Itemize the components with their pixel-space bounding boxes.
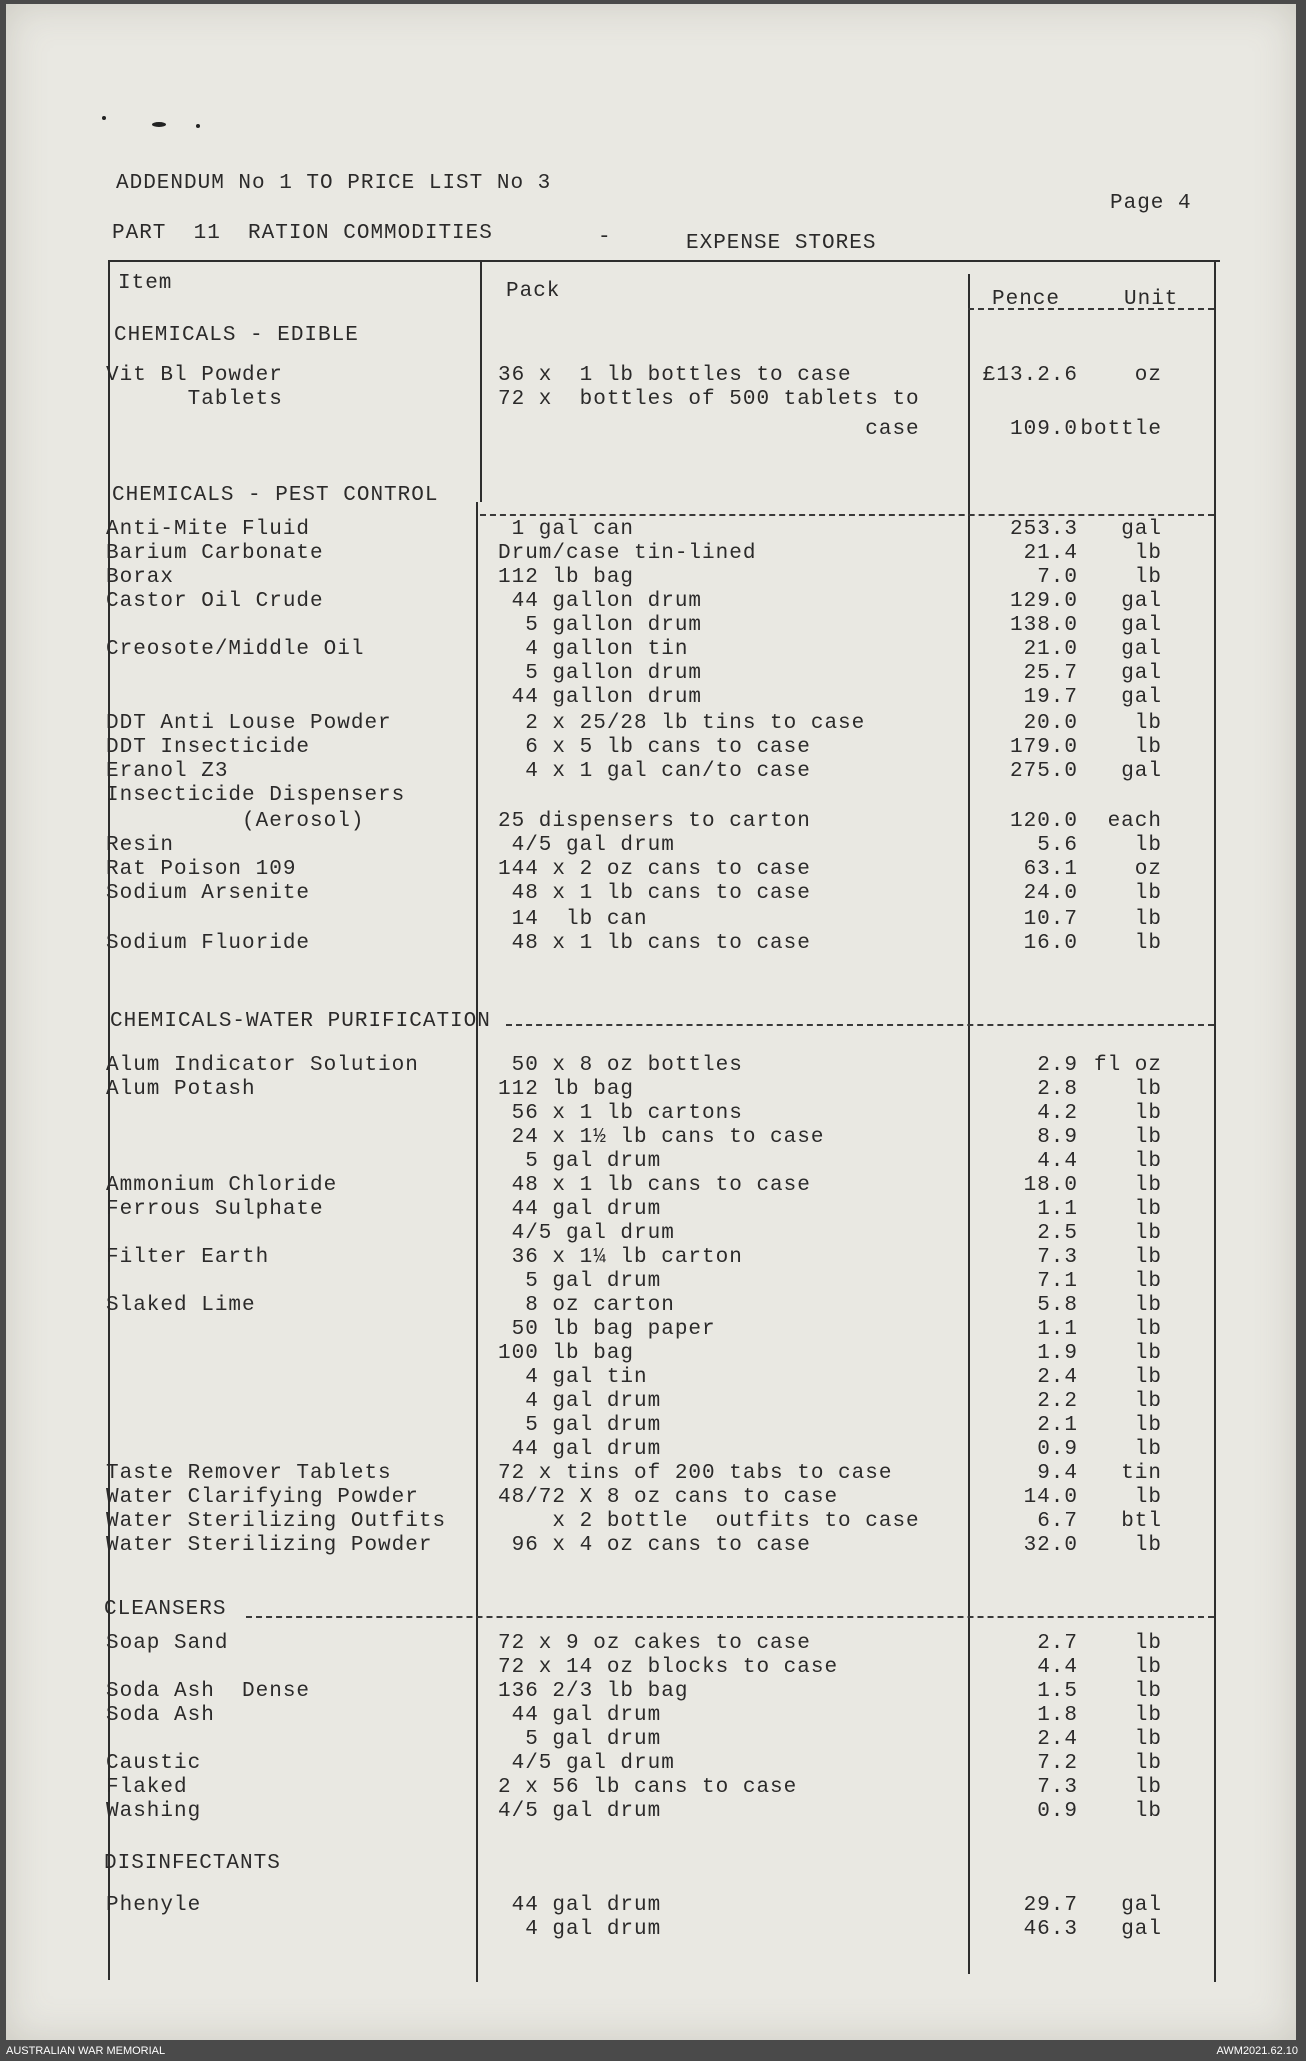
table-row — [6, 418, 1296, 442]
table-row — [6, 1534, 1296, 1558]
unit-cell: lb — [1134, 542, 1162, 565]
table-row — [6, 388, 1296, 412]
pence-cell: 2.9 — [1037, 1054, 1078, 1077]
item-cell: Soda Ash Dense — [106, 1680, 311, 1703]
unit-cell: each — [1107, 810, 1162, 833]
table-row — [6, 518, 1296, 542]
pence-cell: 29.7 — [1023, 1894, 1078, 1917]
unit-cell: lb — [1134, 1486, 1162, 1509]
table-row — [6, 1800, 1296, 1824]
item-cell: Water Sterilizing Outfits — [106, 1510, 447, 1533]
unit-cell: lb — [1134, 1656, 1162, 1679]
pack-cell: 44 gal drum — [498, 1704, 662, 1727]
section-heading-cleansers: CLEANSERS — [104, 1598, 227, 1621]
page-number: Page 4 — [1110, 192, 1192, 215]
pack-cell: 1 gal can — [498, 518, 635, 541]
pence-cell: 2.7 — [1037, 1632, 1078, 1655]
table-row — [6, 760, 1296, 784]
table-row — [6, 1438, 1296, 1462]
unit-cell: gal — [1121, 1894, 1162, 1917]
pack-cell: 2 x 56 lb cans to case — [498, 1776, 798, 1799]
footer-accession-number: AWM2021.62.10 — [1216, 2045, 1298, 2057]
unit-cell: lb — [1134, 1438, 1162, 1461]
pack-cell: 112 lb bag — [498, 1078, 635, 1101]
pence-cell: 14.0 — [1023, 1486, 1078, 1509]
unit-cell: lb — [1134, 1414, 1162, 1437]
unit-cell: lb — [1134, 1318, 1162, 1341]
column-header-pence: Pence — [992, 288, 1061, 311]
pack-cell: 4 gal tin — [498, 1366, 648, 1389]
pack-cell: case — [498, 418, 920, 441]
pence-cell: 8.9 — [1037, 1126, 1078, 1149]
pack-cell: 4/5 gal drum — [498, 1222, 675, 1245]
row-separator — [506, 1024, 1214, 1026]
pack-cell: 4 x 1 gal can/to case — [498, 760, 811, 783]
unit-cell: oz — [1134, 364, 1162, 387]
pence-cell: 275.0 — [1009, 760, 1078, 783]
item-cell: (Aerosol) — [106, 810, 365, 833]
pence-cell: 1.8 — [1037, 1704, 1078, 1727]
ink-speck — [196, 124, 200, 128]
unit-cell: oz — [1134, 858, 1162, 881]
table-row — [6, 1704, 1296, 1728]
pack-cell: 44 gal drum — [498, 1894, 662, 1917]
unit-cell: gal — [1121, 686, 1162, 709]
pence-cell: 2.1 — [1037, 1414, 1078, 1437]
unit-cell: btl — [1121, 1510, 1162, 1533]
table-row — [6, 1918, 1296, 1942]
section-heading-water-purification: CHEMICALS-WATER PURIFICATION — [110, 1010, 491, 1033]
unit-cell: lb — [1134, 736, 1162, 759]
unit-cell: lb — [1134, 882, 1162, 905]
table-row — [6, 1752, 1296, 1776]
pack-cell: 14 lb can — [498, 908, 648, 931]
unit-cell: lb — [1134, 1534, 1162, 1557]
pack-cell: 100 lb bag — [498, 1342, 635, 1365]
item-cell: Flaked — [106, 1776, 188, 1799]
pack-cell: 4 gal drum — [498, 1390, 662, 1413]
heading-dash: - — [598, 226, 612, 249]
table-row — [6, 810, 1296, 834]
pence-cell: 7.0 — [1037, 566, 1078, 589]
pack-cell: Drum/case tin-lined — [498, 542, 757, 565]
pack-cell: 5 gal drum — [498, 1270, 662, 1293]
item-cell: Sodium Fluoride — [106, 932, 311, 955]
table-row — [6, 1270, 1296, 1294]
table-row — [6, 1656, 1296, 1680]
pack-cell: 72 x tins of 200 tabs to case — [498, 1462, 893, 1485]
item-cell: Insecticide Dispensers — [106, 784, 406, 807]
pack-cell: 44 gallon drum — [498, 686, 703, 709]
pence-cell: 16.0 — [1023, 932, 1078, 955]
pack-cell: 4 gal drum — [498, 1918, 662, 1941]
table-row — [6, 1390, 1296, 1414]
pence-cell: 179.0 — [1009, 736, 1078, 759]
table-row — [6, 1054, 1296, 1078]
item-cell: Tablets — [106, 388, 283, 411]
item-cell: Alum Potash — [106, 1078, 256, 1101]
item-cell: Water Clarifying Powder — [106, 1486, 419, 1509]
unit-cell: fl oz — [1093, 1054, 1162, 1077]
table-row — [6, 858, 1296, 882]
pack-cell: 5 gallon drum — [498, 614, 703, 637]
pence-cell: 6.7 — [1037, 1510, 1078, 1533]
pence-cell: 4.2 — [1037, 1102, 1078, 1125]
item-cell: Alum Indicator Solution — [106, 1054, 419, 1077]
pence-cell: 2.8 — [1037, 1078, 1078, 1101]
item-cell: Vit Bl Powder — [106, 364, 283, 387]
unit-cell: gal — [1121, 638, 1162, 661]
table-row — [6, 1246, 1296, 1270]
column-header-unit: Unit — [1124, 288, 1179, 311]
pence-cell: 5.6 — [1037, 834, 1078, 857]
pence-cell: 7.3 — [1037, 1246, 1078, 1269]
pence-cell: 120.0 — [1009, 810, 1078, 833]
table-row — [6, 364, 1296, 388]
table-row — [6, 638, 1296, 662]
unit-cell: lb — [1134, 1246, 1162, 1269]
part-heading: PART 11 RATION COMMODITIES — [112, 222, 493, 245]
item-cell: Castor Oil Crude — [106, 590, 324, 613]
footer-credit: AUSTRALIAN WAR MEMORIAL — [6, 2045, 166, 2057]
item-cell: Eranol Z3 — [106, 760, 229, 783]
unit-cell: lb — [1134, 932, 1162, 955]
table-row — [6, 1222, 1296, 1246]
unit-cell: lb — [1134, 1632, 1162, 1655]
section-heading-pest-control: CHEMICALS - PEST CONTROL — [112, 484, 439, 507]
item-cell: Phenyle — [106, 1894, 202, 1917]
pack-cell: 5 gal drum — [498, 1414, 662, 1437]
item-cell: DDT Anti Louse Powder — [106, 712, 392, 735]
pence-cell: 7.1 — [1037, 1270, 1078, 1293]
unit-cell: lb — [1134, 1126, 1162, 1149]
pack-cell: 136 2/3 lb bag — [498, 1680, 689, 1703]
unit-cell: lb — [1134, 1776, 1162, 1799]
unit-cell: gal — [1121, 614, 1162, 637]
pence-cell: 2.2 — [1037, 1390, 1078, 1413]
item-cell: Resin — [106, 834, 175, 857]
unit-cell: lb — [1134, 1078, 1162, 1101]
column-header-pack: Pack — [506, 280, 561, 303]
table-row — [6, 662, 1296, 686]
pence-cell: 21.4 — [1023, 542, 1078, 565]
section-heading-edible: CHEMICALS - EDIBLE — [114, 324, 359, 347]
table-row — [6, 1776, 1296, 1800]
unit-cell: lb — [1134, 1102, 1162, 1125]
item-cell: Soda Ash — [106, 1704, 215, 1727]
table-row — [6, 566, 1296, 590]
pack-cell: 48 x 1 lb cans to case — [498, 882, 811, 905]
unit-cell: lb — [1134, 908, 1162, 931]
column-header-item: Item — [118, 272, 173, 295]
unit-cell: gal — [1121, 760, 1162, 783]
document-page — [6, 4, 1296, 2040]
pack-cell: 5 gallon drum — [498, 662, 703, 685]
item-cell: Filter Earth — [106, 1246, 270, 1269]
pack-cell: 5 gal drum — [498, 1728, 662, 1751]
unit-cell: lb — [1134, 1680, 1162, 1703]
pence-cell: 109.0 — [1009, 418, 1078, 441]
unit-cell: lb — [1134, 712, 1162, 735]
pence-cell: 138.0 — [1009, 614, 1078, 637]
unit-cell: lb — [1134, 1728, 1162, 1751]
pence-cell: 5.8 — [1037, 1294, 1078, 1317]
table-row — [6, 542, 1296, 566]
pence-cell: 0.9 — [1037, 1800, 1078, 1823]
table-row — [6, 1510, 1296, 1534]
pence-cell: 20.0 — [1023, 712, 1078, 735]
unit-cell: gal — [1121, 662, 1162, 685]
table-row — [6, 1342, 1296, 1366]
item-cell: Creosote/Middle Oil — [106, 638, 365, 661]
table-row — [6, 1894, 1296, 1918]
pence-cell: 1.9 — [1037, 1342, 1078, 1365]
pence-cell: 2.4 — [1037, 1728, 1078, 1751]
pence-cell: 129.0 — [1009, 590, 1078, 613]
item-cell: Borax — [106, 566, 175, 589]
pack-cell: 8 oz carton — [498, 1294, 675, 1317]
pack-cell: 72 x 14 oz blocks to case — [498, 1656, 839, 1679]
pack-cell: 4/5 gal drum — [498, 834, 675, 857]
table-row — [6, 1318, 1296, 1342]
pack-cell: 48 x 1 lb cans to case — [498, 1174, 811, 1197]
item-cell: Ammonium Chloride — [106, 1174, 338, 1197]
pack-cell: 44 gallon drum — [498, 590, 703, 613]
unit-cell: tin — [1121, 1462, 1162, 1485]
table-row — [6, 1174, 1296, 1198]
pack-cell: 72 x bottles of 500 tablets to — [498, 388, 920, 411]
pack-cell: 144 x 2 oz cans to case — [498, 858, 811, 881]
pence-cell: 32.0 — [1023, 1534, 1078, 1557]
table-row — [6, 712, 1296, 736]
table-row — [6, 1366, 1296, 1390]
pack-cell: 48/72 X 8 oz cans to case — [498, 1486, 839, 1509]
unit-cell: gal — [1121, 518, 1162, 541]
table-row — [6, 1294, 1296, 1318]
unit-cell: lb — [1134, 1800, 1162, 1823]
pack-cell: 44 gal drum — [498, 1438, 662, 1461]
pence-cell: £13.2.6 — [982, 364, 1078, 387]
ink-speck — [102, 116, 106, 120]
unit-cell: gal — [1121, 1918, 1162, 1941]
pack-cell: 50 x 8 oz bottles — [498, 1054, 743, 1077]
section-heading-disinfectants: DISINFECTANTS — [104, 1852, 281, 1875]
table-row — [6, 784, 1296, 808]
pence-cell: 0.9 — [1037, 1438, 1078, 1461]
pence-cell: 7.3 — [1037, 1776, 1078, 1799]
ink-speck — [152, 122, 166, 127]
pence-cell: 46.3 — [1023, 1918, 1078, 1941]
pack-cell: 2 x 25/28 lb tins to case — [498, 712, 866, 735]
unit-cell: lb — [1134, 1366, 1162, 1389]
pack-cell: 48 x 1 lb cans to case — [498, 932, 811, 955]
table-row — [6, 590, 1296, 614]
unit-cell: lb — [1134, 1294, 1162, 1317]
table-row — [6, 1462, 1296, 1486]
pack-cell: 44 gal drum — [498, 1198, 662, 1221]
pence-cell: 25.7 — [1023, 662, 1078, 685]
table-row — [6, 1486, 1296, 1510]
row-separator — [246, 1616, 1214, 1618]
unit-cell: gal — [1121, 590, 1162, 613]
pack-cell: 5 gal drum — [498, 1150, 662, 1173]
item-cell: Sodium Arsenite — [106, 882, 311, 905]
table-row — [6, 1126, 1296, 1150]
table-row — [6, 932, 1296, 956]
table-row — [6, 908, 1296, 932]
unit-cell: lb — [1134, 1198, 1162, 1221]
pack-cell: 4/5 gal drum — [498, 1800, 662, 1823]
table-row — [6, 1102, 1296, 1126]
pack-cell: 6 x 5 lb cans to case — [498, 736, 811, 759]
pack-cell: 96 x 4 oz cans to case — [498, 1534, 811, 1557]
table-row — [6, 1414, 1296, 1438]
section-subtitle: EXPENSE STORES — [686, 232, 877, 255]
table-row — [6, 1728, 1296, 1752]
unit-cell: lb — [1134, 834, 1162, 857]
pence-cell: 1.1 — [1037, 1198, 1078, 1221]
item-cell: Barium Carbonate — [106, 542, 324, 565]
pence-cell: 253.3 — [1009, 518, 1078, 541]
pack-cell: 36 x 1¼ lb carton — [498, 1246, 743, 1269]
item-cell: Soap Sand — [106, 1632, 229, 1655]
unit-cell: lb — [1134, 1174, 1162, 1197]
item-cell: Water Sterilizing Powder — [106, 1534, 433, 1557]
table-top-border — [110, 260, 1220, 262]
pence-cell: 4.4 — [1037, 1150, 1078, 1173]
item-cell: Ferrous Sulphate — [106, 1198, 324, 1221]
table-row — [6, 834, 1296, 858]
unit-cell: lb — [1134, 566, 1162, 589]
item-cell: Caustic — [106, 1752, 202, 1775]
unit-cell: lb — [1134, 1704, 1162, 1727]
pence-cell: 9.4 — [1037, 1462, 1078, 1485]
pence-cell: 7.2 — [1037, 1752, 1078, 1775]
pence-cell: 63.1 — [1023, 858, 1078, 881]
pack-cell: 24 x 1½ lb cans to case — [498, 1126, 825, 1149]
pence-cell: 1.1 — [1037, 1318, 1078, 1341]
pack-cell: 4 gallon tin — [498, 638, 689, 661]
pence-cell: 19.7 — [1023, 686, 1078, 709]
row-separator — [480, 514, 1214, 516]
table-row — [6, 882, 1296, 906]
unit-cell: lb — [1134, 1222, 1162, 1245]
document-title: ADDENDUM No 1 TO PRICE LIST No 3 — [116, 172, 552, 195]
pence-cell: 18.0 — [1023, 1174, 1078, 1197]
unit-cell: lb — [1134, 1270, 1162, 1293]
pack-cell: x 2 bottle outfits to case — [498, 1510, 920, 1533]
table-row — [6, 1078, 1296, 1102]
pence-cell: 10.7 — [1023, 908, 1078, 931]
table-row — [6, 1150, 1296, 1174]
table-row — [6, 686, 1296, 710]
pence-cell: 24.0 — [1023, 882, 1078, 905]
table-row — [6, 1632, 1296, 1656]
item-cell: Taste Remover Tablets — [106, 1462, 392, 1485]
pack-cell: 50 lb bag paper — [498, 1318, 716, 1341]
item-cell: Washing — [106, 1800, 202, 1823]
unit-cell: lb — [1134, 1390, 1162, 1413]
pack-cell: 112 lb bag — [498, 566, 635, 589]
unit-cell: bottle — [1080, 418, 1162, 441]
pack-cell: 25 dispensers to carton — [498, 810, 811, 833]
pack-cell: 56 x 1 lb cartons — [498, 1102, 743, 1125]
item-cell: Anti-Mite Fluid — [106, 518, 311, 541]
table-row — [6, 736, 1296, 760]
table-row — [6, 1198, 1296, 1222]
table-row — [6, 1680, 1296, 1704]
pence-cell: 2.5 — [1037, 1222, 1078, 1245]
item-cell: Slaked Lime — [106, 1294, 256, 1317]
pence-cell: 4.4 — [1037, 1656, 1078, 1679]
item-cell: Rat Poison 109 — [106, 858, 297, 881]
unit-cell: lb — [1134, 1752, 1162, 1775]
pence-cell: 1.5 — [1037, 1680, 1078, 1703]
unit-cell: lb — [1134, 1150, 1162, 1173]
pack-cell: 36 x 1 lb bottles to case — [498, 364, 852, 387]
unit-cell: lb — [1134, 1342, 1162, 1365]
pack-cell: 72 x 9 oz cakes to case — [498, 1632, 811, 1655]
table-row — [6, 614, 1296, 638]
pack-cell: 4/5 gal drum — [498, 1752, 675, 1775]
pence-cell: 21.0 — [1023, 638, 1078, 661]
pence-cell: 2.4 — [1037, 1366, 1078, 1389]
item-cell: DDT Insecticide — [106, 736, 311, 759]
